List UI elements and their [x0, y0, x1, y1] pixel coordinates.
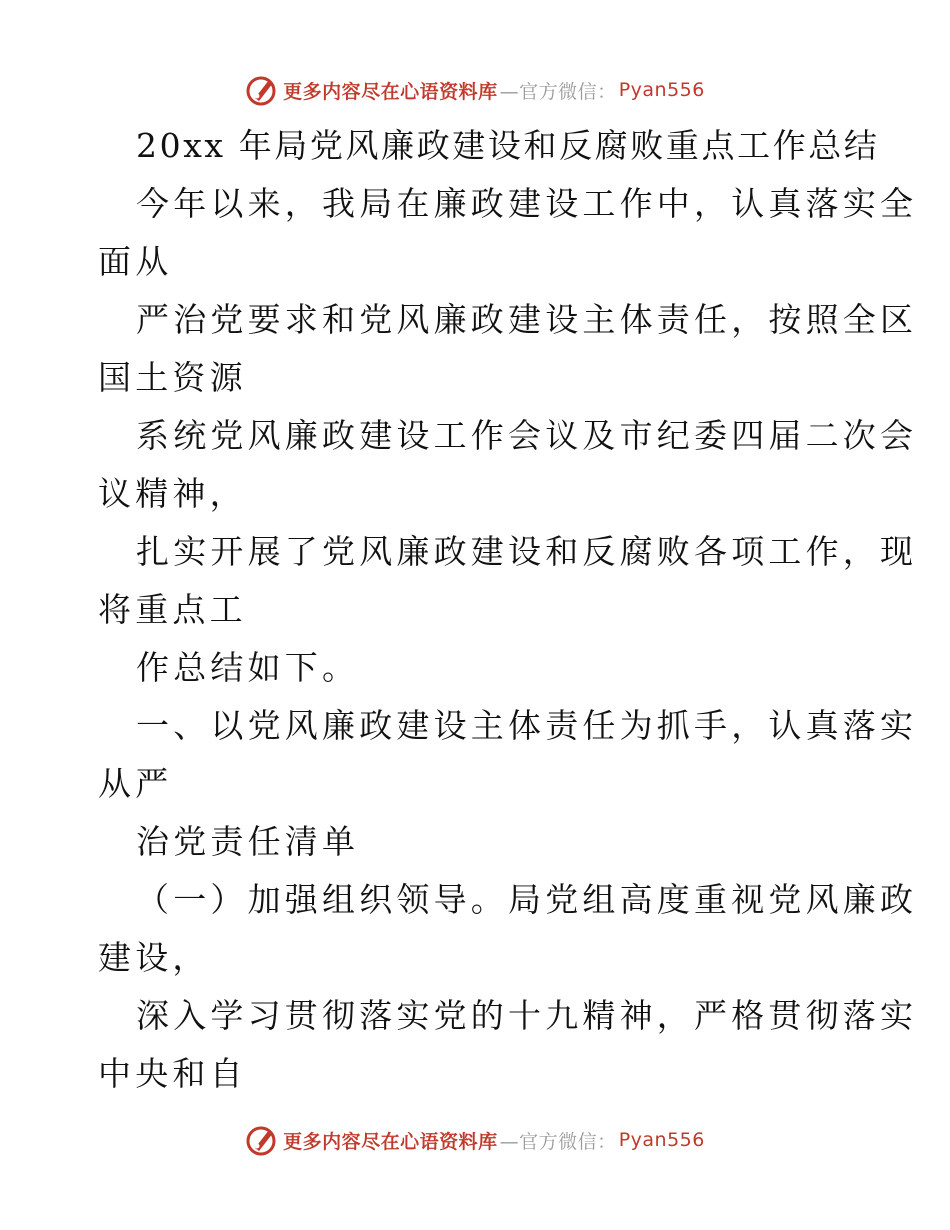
- paragraph-line: 议精神，: [98, 474, 247, 513]
- section-heading: 治党责任清单: [136, 822, 360, 861]
- paragraph-line: 今年以来，我局在廉政建设工作中，认真落实全: [136, 184, 918, 223]
- paragraph-line: 严治党要求和党风廉政建设主体责任，按照全区: [136, 300, 918, 339]
- paragraph-line: 面从: [98, 242, 173, 281]
- section-heading: 从严: [98, 764, 173, 803]
- footer-banner: [0, 1120, 950, 1160]
- paragraph-line: 国土资源: [98, 358, 247, 397]
- document-title: 20xx 年局党风廉政建设和反腐败重点工作总结: [136, 126, 880, 165]
- banner-dash-text: —官方微信：: [499, 80, 617, 103]
- paragraph-line: 作总结如下。: [136, 648, 360, 687]
- paragraph-line: 建设，: [98, 938, 210, 977]
- paragraph-line: 系统党风廉政建设工作会议及市纪委四届二次会: [136, 416, 918, 455]
- paragraph-line: 深入学习贯彻落实党的十九精神，严格贯彻落实: [136, 996, 918, 1035]
- pen-circle-icon: [245, 73, 279, 107]
- banner-dash-text: —官方微信：: [499, 1130, 617, 1153]
- banner-main-text: 更多内容尽在心语资料库: [283, 1130, 498, 1153]
- banner-wechat-id: Pyan556: [618, 1129, 705, 1151]
- banner-wechat-id: Pyan556: [618, 79, 705, 101]
- header-banner: [0, 70, 950, 110]
- pen-circle-icon: [245, 1123, 279, 1157]
- paragraph-line: （一）加强组织领导。局党组高度重视党风廉政: [136, 880, 918, 919]
- paragraph-line: 扎实开展了党风廉政建设和反腐败各项工作，现: [136, 532, 918, 571]
- paragraph-line: 将重点工: [98, 590, 247, 629]
- section-heading: 一、以党风廉政建设主体责任为抓手，认真落实: [136, 706, 918, 745]
- banner-main-text: 更多内容尽在心语资料库: [283, 80, 498, 103]
- paragraph-line: 中央和自: [98, 1054, 247, 1093]
